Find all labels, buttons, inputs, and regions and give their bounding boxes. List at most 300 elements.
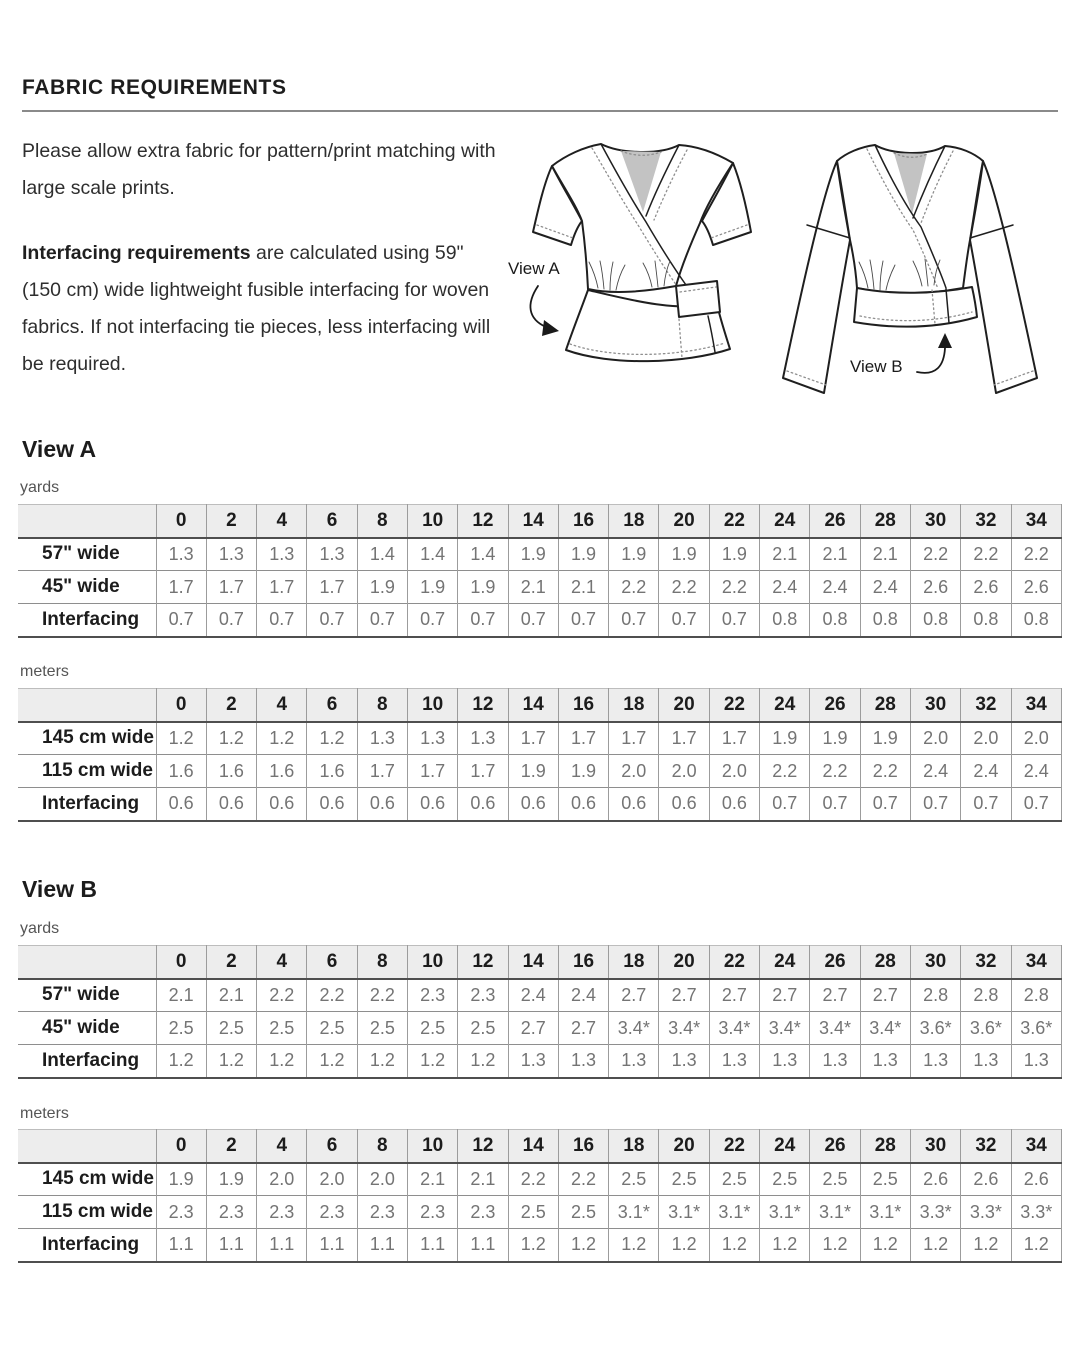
fabric-value-cell: 1.2 [659,1229,709,1262]
fabric-value-cell: 2.4 [860,571,910,604]
size-column-header: 22 [709,689,759,722]
fabric-value-cell: 0.6 [558,788,608,821]
fabric-value-cell: 1.2 [206,1045,256,1078]
fabric-value-cell: 1.7 [709,722,759,755]
size-column-header: 2 [206,689,256,722]
fabric-value-cell: 2.0 [257,1163,307,1196]
fabric-value-cell: 2.5 [659,1163,709,1196]
fabric-value-cell: 1.1 [156,1229,206,1262]
size-column-header: 34 [1011,689,1061,722]
size-column-header: 20 [659,1130,709,1163]
row-label: 115 cm wide [18,1196,156,1229]
fabric-value-cell: 2.3 [156,1196,206,1229]
intro-paragraph-1: Please allow extra fabric for pattern/print matching with large scale prints. [22,140,496,199]
size-column-header: 10 [407,689,457,722]
corner-cell [18,946,156,979]
fabric-value-cell: 2.4 [508,979,558,1012]
fabric-value-cell: 2.4 [558,979,608,1012]
table-row [18,1196,1062,1229]
fabric-value-cell: 2.6 [961,571,1011,604]
fabric-value-cell: 0.6 [609,788,659,821]
fabric-value-cell: 0.8 [810,604,860,637]
fabric-value-cell: 1.2 [910,1229,960,1262]
corner-cell [18,1130,156,1163]
size-column-header: 6 [307,689,357,722]
view-b-illustration-label: View B [850,357,903,376]
fabric-table-view-b-yards [18,945,1062,1079]
size-column-header: 30 [910,689,960,722]
fabric-value-cell: 1.7 [307,571,357,604]
fabric-value-cell: 1.9 [407,571,457,604]
fabric-value-cell: 1.2 [709,1229,759,1262]
fabric-value-cell: 3.4* [709,1012,759,1045]
size-column-header: 4 [257,946,307,979]
fabric-value-cell: 3.4* [609,1012,659,1045]
fabric-value-cell: 1.3 [760,1045,810,1078]
view-b-arrow [917,333,952,373]
fabric-value-cell: 0.6 [458,788,508,821]
fabric-value-cell: 2.5 [709,1163,759,1196]
table-row [18,722,1062,755]
fabric-value-cell: 2.5 [407,1012,457,1045]
fabric-value-cell: 2.2 [961,538,1011,571]
fabric-value-cell: 1.3 [357,722,407,755]
fabric-value-cell: 1.2 [609,1229,659,1262]
fabric-value-cell: 1.3 [961,1045,1011,1078]
fabric-value-cell: 1.6 [307,755,357,788]
fabric-value-cell: 2.6 [1011,571,1061,604]
size-column-header: 30 [910,946,960,979]
size-column-header: 32 [961,946,1011,979]
fabric-value-cell: 0.7 [709,604,759,637]
fabric-value-cell: 3.1* [810,1196,860,1229]
fabric-value-cell: 0.8 [910,604,960,637]
fabric-value-cell: 1.3 [609,1045,659,1078]
size-column-header: 24 [760,689,810,722]
size-column-header: 14 [508,689,558,722]
size-column-header: 24 [760,1130,810,1163]
fabric-value-cell: 2.7 [810,979,860,1012]
fabric-value-cell: 3.4* [860,1012,910,1045]
fabric-value-cell: 0.6 [357,788,407,821]
fabric-value-cell: 2.7 [709,979,759,1012]
fabric-value-cell: 1.3 [407,722,457,755]
fabric-value-cell: 2.5 [609,1163,659,1196]
fabric-value-cell: 0.7 [810,788,860,821]
fabric-value-cell: 1.2 [257,722,307,755]
fabric-value-cell: 2.1 [860,538,910,571]
size-header-row [18,505,1062,538]
fabric-value-cell: 2.3 [206,1196,256,1229]
size-column-header: 32 [961,1130,1011,1163]
fabric-value-cell: 2.5 [307,1012,357,1045]
fabric-value-cell: 0.7 [910,788,960,821]
fabric-value-cell: 2.3 [307,1196,357,1229]
interfacing-rest: are calculated using 59" (150 cm) wide lightweight fusible interfacing for woven fabrics. If not interfacing tie pieces, less interfacing will be required. [22,242,491,375]
title-divider [22,110,1058,112]
fabric-value-cell: 1.7 [558,722,608,755]
size-column-header: 4 [257,689,307,722]
fabric-value-cell: 0.6 [206,788,256,821]
fabric-value-cell: 3.6* [1011,1012,1061,1045]
fabric-value-cell: 1.9 [206,1163,256,1196]
row-label: Interfacing [18,604,156,637]
corner-cell [18,689,156,722]
fabric-value-cell: 2.4 [810,571,860,604]
fabric-value-cell: 0.7 [961,788,1011,821]
fabric-value-cell: 1.1 [257,1229,307,1262]
fabric-value-cell: 1.9 [558,755,608,788]
fabric-value-cell: 1.1 [458,1229,508,1262]
fabric-value-cell: 2.5 [508,1196,558,1229]
size-column-header: 20 [659,689,709,722]
fabric-value-cell: 1.2 [860,1229,910,1262]
fabric-value-cell: 1.6 [257,755,307,788]
fabric-value-cell: 0.7 [407,604,457,637]
size-column-header: 2 [206,505,256,538]
size-column-header: 32 [961,505,1011,538]
intro-text [22,133,500,411]
size-column-header: 16 [558,689,608,722]
view-a-illustration-label: View A [508,259,560,278]
fabric-value-cell: 2.6 [1011,1163,1061,1196]
table-row [18,571,1062,604]
size-column-header: 8 [357,1130,407,1163]
garment-flats-svg [480,128,1080,416]
fabric-value-cell: 1.9 [508,538,558,571]
fabric-value-cell: 1.3 [156,538,206,571]
fabric-value-cell: 1.2 [1011,1229,1061,1262]
fabric-value-cell: 2.5 [357,1012,407,1045]
size-column-header: 28 [860,689,910,722]
fabric-value-cell: 3.1* [609,1196,659,1229]
size-column-header: 10 [407,1130,457,1163]
size-column-header: 28 [860,505,910,538]
fabric-value-cell: 2.2 [357,979,407,1012]
table-row [18,788,1062,821]
size-column-header: 12 [458,689,508,722]
size-column-header: 18 [609,1130,659,1163]
fabric-value-cell: 2.0 [307,1163,357,1196]
fabric-value-cell: 2.5 [760,1163,810,1196]
fabric-value-cell: 3.4* [810,1012,860,1045]
fabric-value-cell: 2.1 [760,538,810,571]
fabric-value-cell: 1.7 [458,755,508,788]
fabric-value-cell: 0.6 [257,788,307,821]
fabric-value-cell: 0.7 [760,788,810,821]
fabric-value-cell: 2.5 [206,1012,256,1045]
row-label: Interfacing [18,1229,156,1262]
fabric-value-cell: 2.8 [910,979,960,1012]
fabric-value-cell: 0.7 [659,604,709,637]
fabric-value-cell: 0.7 [357,604,407,637]
fabric-value-cell: 2.2 [860,755,910,788]
fabric-value-cell: 2.4 [910,755,960,788]
row-label: 145 cm wide [18,722,156,755]
size-column-header: 6 [307,1130,357,1163]
fabric-value-cell: 2.3 [458,979,508,1012]
fabric-value-cell: 1.7 [407,755,457,788]
fabric-table-view-a-meters [18,688,1062,822]
size-column-header: 18 [609,505,659,538]
fabric-value-cell: 2.3 [257,1196,307,1229]
fabric-value-cell: 1.9 [357,571,407,604]
size-column-header: 0 [156,505,206,538]
fabric-value-cell: 1.9 [810,722,860,755]
size-column-header: 24 [760,946,810,979]
size-column-header: 2 [206,1130,256,1163]
row-label: 57" wide [18,538,156,571]
size-column-header: 8 [357,505,407,538]
fabric-value-cell: 2.5 [257,1012,307,1045]
fabric-value-cell: 2.3 [458,1196,508,1229]
size-column-header: 26 [810,1130,860,1163]
fabric-value-cell: 0.7 [558,604,608,637]
fabric-value-cell: 2.0 [357,1163,407,1196]
size-column-header: 22 [709,946,759,979]
fabric-value-cell: 2.6 [910,571,960,604]
fabric-value-cell: 1.7 [609,722,659,755]
fabric-value-cell: 1.7 [257,571,307,604]
size-column-header: 18 [609,689,659,722]
fabric-value-cell: 0.7 [609,604,659,637]
fabric-value-cell: 1.3 [1011,1045,1061,1078]
size-column-header: 30 [910,505,960,538]
fabric-value-cell: 1.6 [156,755,206,788]
size-column-header: 26 [810,946,860,979]
table-row [18,604,1062,637]
fabric-value-cell: 2.8 [1011,979,1061,1012]
size-column-header: 32 [961,689,1011,722]
fabric-value-cell: 1.3 [458,722,508,755]
fabric-value-cell: 2.1 [810,538,860,571]
fabric-value-cell: 2.4 [1011,755,1061,788]
fabric-value-cell: 1.2 [558,1229,608,1262]
fabric-value-cell: 2.8 [961,979,1011,1012]
size-column-header: 34 [1011,1130,1061,1163]
fabric-value-cell: 0.6 [156,788,206,821]
fabric-value-cell: 1.3 [206,538,256,571]
fabric-value-cell: 2.1 [558,571,608,604]
fabric-value-cell: 1.9 [760,722,810,755]
fabric-value-cell: 1.9 [860,722,910,755]
fabric-value-cell: 1.9 [508,755,558,788]
fabric-value-cell: 1.7 [206,571,256,604]
size-column-header: 8 [357,689,407,722]
fabric-value-cell: 3.1* [659,1196,709,1229]
fabric-value-cell: 2.2 [1011,538,1061,571]
fabric-value-cell: 1.2 [156,722,206,755]
row-label: 57" wide [18,979,156,1012]
fabric-value-cell: 2.0 [1011,722,1061,755]
fabric-value-cell: 1.4 [458,538,508,571]
fabric-value-cell: 0.8 [961,604,1011,637]
fabric-value-cell: 2.7 [609,979,659,1012]
fabric-value-cell: 2.1 [156,979,206,1012]
size-column-header: 14 [508,505,558,538]
size-column-header: 4 [257,505,307,538]
size-column-header: 28 [860,1130,910,1163]
fabric-value-cell: 1.9 [458,571,508,604]
size-column-header: 6 [307,505,357,538]
fabric-value-cell: 0.8 [1011,604,1061,637]
fabric-value-cell: 1.1 [307,1229,357,1262]
fabric-value-cell: 2.5 [860,1163,910,1196]
fabric-value-cell: 0.7 [307,604,357,637]
fabric-value-cell: 2.5 [810,1163,860,1196]
size-column-header: 12 [458,1130,508,1163]
fabric-value-cell: 3.1* [860,1196,910,1229]
fabric-value-cell: 2.2 [910,538,960,571]
table-row [18,979,1062,1012]
table-row [18,538,1062,571]
size-column-header: 2 [206,946,256,979]
size-column-header: 22 [709,1130,759,1163]
fabric-value-cell: 1.1 [407,1229,457,1262]
size-column-header: 0 [156,1130,206,1163]
fabric-value-cell: 1.3 [860,1045,910,1078]
unit-label-meters: meters [20,1105,69,1122]
fabric-value-cell: 3.1* [760,1196,810,1229]
size-column-header: 22 [709,505,759,538]
unit-label-meters: meters [20,663,69,680]
fabric-value-cell: 2.0 [659,755,709,788]
fabric-table-view-b-meters [18,1129,1062,1263]
fabric-value-cell: 3.6* [961,1012,1011,1045]
size-column-header: 34 [1011,505,1061,538]
fabric-value-cell: 2.2 [659,571,709,604]
unit-label-yards: yards [20,920,60,937]
fabric-value-cell: 0.8 [860,604,910,637]
fabric-value-cell: 1.7 [659,722,709,755]
fabric-value-cell: 0.6 [508,788,558,821]
size-column-header: 16 [558,505,608,538]
fabric-table-view-a-yards [18,504,1062,638]
size-column-header: 28 [860,946,910,979]
section-heading-view-a: View A [22,436,97,462]
size-column-header: 18 [609,946,659,979]
fabric-value-cell: 0.7 [458,604,508,637]
fabric-value-cell: 2.3 [357,1196,407,1229]
size-header-row [18,946,1062,979]
interfacing-lead: Interfacing requirements [22,242,251,264]
corner-cell [18,505,156,538]
fabric-value-cell: 0.7 [206,604,256,637]
fabric-value-cell: 2.2 [810,755,860,788]
size-column-header: 0 [156,689,206,722]
fabric-value-cell: 1.3 [558,1045,608,1078]
fabric-value-cell: 1.9 [609,538,659,571]
fabric-value-cell: 2.2 [307,979,357,1012]
fabric-value-cell: 2.7 [760,979,810,1012]
fabric-value-cell: 1.2 [307,1045,357,1078]
unit-label-yards: yards [20,479,60,496]
fabric-value-cell: 3.6* [910,1012,960,1045]
size-column-header: 20 [659,505,709,538]
fabric-value-cell: 1.3 [910,1045,960,1078]
fabric-value-cell: 2.6 [910,1163,960,1196]
fabric-value-cell: 1.3 [709,1045,759,1078]
size-column-header: 20 [659,946,709,979]
size-column-header: 14 [508,946,558,979]
row-label: 115 cm wide [18,755,156,788]
fabric-value-cell: 1.2 [458,1045,508,1078]
fabric-value-cell: 1.3 [810,1045,860,1078]
fabric-value-cell: 0.7 [860,788,910,821]
fabric-value-cell: 0.7 [1011,788,1061,821]
fabric-value-cell: 2.7 [508,1012,558,1045]
fabric-value-cell: 2.5 [156,1012,206,1045]
fabric-value-cell: 2.5 [558,1196,608,1229]
fabric-value-cell: 1.2 [810,1229,860,1262]
fabric-value-cell: 1.9 [156,1163,206,1196]
table-row [18,1012,1062,1045]
fabric-value-cell: 2.7 [659,979,709,1012]
fabric-value-cell: 0.6 [307,788,357,821]
size-column-header: 26 [810,505,860,538]
size-column-header: 30 [910,1130,960,1163]
fabric-value-cell: 1.3 [307,538,357,571]
size-column-header: 16 [558,946,608,979]
fabric-value-cell: 2.0 [910,722,960,755]
size-column-header: 10 [407,505,457,538]
fabric-value-cell: 2.4 [961,755,1011,788]
table-row [18,1045,1062,1078]
fabric-value-cell: 2.1 [407,1163,457,1196]
fabric-value-cell: 1.9 [659,538,709,571]
fabric-value-cell: 2.3 [407,1196,457,1229]
table-row [18,1163,1062,1196]
fabric-value-cell: 2.1 [508,571,558,604]
size-column-header: 34 [1011,946,1061,979]
fabric-value-cell: 2.6 [961,1163,1011,1196]
size-column-header: 4 [257,1130,307,1163]
fabric-value-cell: 1.3 [257,538,307,571]
size-column-header: 12 [458,505,508,538]
fabric-value-cell: 0.6 [709,788,759,821]
garment-illustration [480,128,1080,416]
row-label: 45" wide [18,571,156,604]
fabric-value-cell: 2.2 [760,755,810,788]
fabric-value-cell: 2.0 [709,755,759,788]
fabric-value-cell: 1.6 [206,755,256,788]
fabric-value-cell: 3.3* [1011,1196,1061,1229]
size-column-header: 6 [307,946,357,979]
fabric-value-cell: 2.2 [257,979,307,1012]
fabric-value-cell: 1.2 [508,1229,558,1262]
fabric-value-cell: 1.9 [709,538,759,571]
fabric-value-cell: 0.6 [407,788,457,821]
size-column-header: 16 [558,1130,608,1163]
size-column-header: 8 [357,946,407,979]
fabric-value-cell: 1.9 [558,538,608,571]
fabric-value-cell: 2.7 [860,979,910,1012]
fabric-value-cell: 2.2 [558,1163,608,1196]
size-header-row [18,1130,1062,1163]
fabric-value-cell: 0.7 [156,604,206,637]
fabric-value-cell: 1.7 [508,722,558,755]
fabric-value-cell: 0.7 [257,604,307,637]
fabric-value-cell: 1.3 [508,1045,558,1078]
fabric-value-cell: 1.4 [407,538,457,571]
fabric-value-cell: 2.3 [407,979,457,1012]
size-column-header: 0 [156,946,206,979]
size-header-row [18,689,1062,722]
fabric-value-cell: 2.4 [760,571,810,604]
fabric-value-cell: 3.3* [961,1196,1011,1229]
view-a-arrow [530,286,559,336]
page-title: FABRIC REQUIREMENTS [22,76,287,99]
